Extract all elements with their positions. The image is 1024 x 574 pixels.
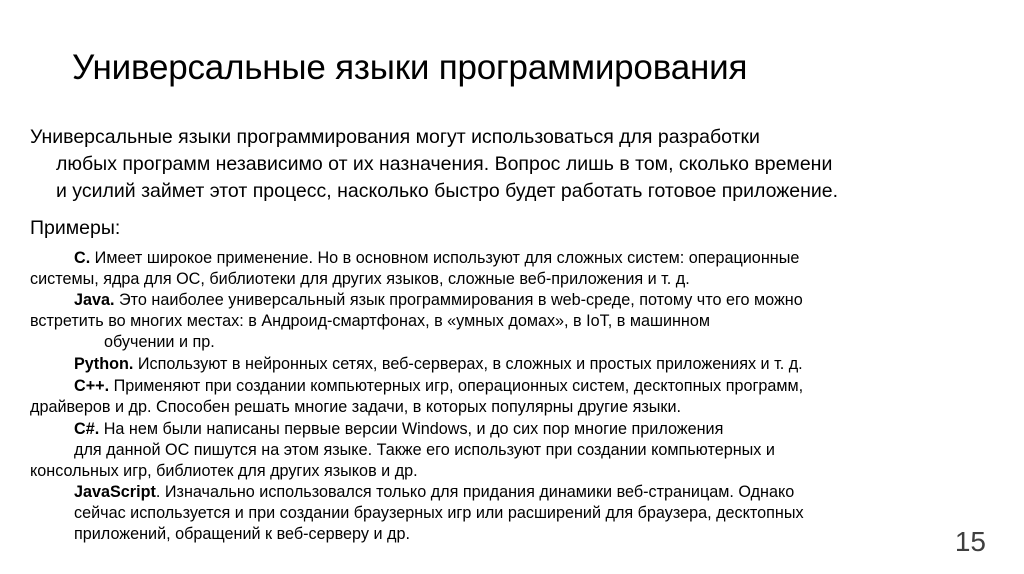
page-number: 15 bbox=[954, 526, 986, 557]
list-item bbox=[30, 376, 998, 418]
language-desc-line: драйверов и др. Способен решать многие задачи, в которых популярны другие языки. bbox=[30, 397, 682, 416]
lead-paragraph bbox=[30, 124, 998, 205]
language-name: Java. bbox=[74, 291, 115, 310]
list-item bbox=[30, 248, 998, 290]
list-item bbox=[30, 290, 998, 353]
language-name: C. bbox=[74, 248, 91, 267]
language-name: JavaScript bbox=[74, 483, 156, 502]
language-desc-line: встретить во многих местах: в Андроид-смартфонах, в «умных домах», в IoT, в машинном bbox=[30, 312, 710, 331]
language-desc-line: консольных игр, библиотек для других языков и др. bbox=[30, 461, 418, 480]
language-desc-first: На нем были написаны первые версии Windows, и до сих пор многие приложения bbox=[99, 419, 724, 438]
list-item bbox=[30, 354, 998, 375]
language-list bbox=[30, 248, 998, 545]
slide-body bbox=[30, 124, 998, 546]
lead-line-1: Универсальные языки программирования могут использоваться для разработки bbox=[30, 126, 760, 148]
language-desc-line: приложений, обращений к веб-серверу и др. bbox=[74, 525, 410, 544]
language-desc-first: Используют в нейронных сетях, веб-серверах, в сложных и простых приложениях и т. д. bbox=[133, 355, 803, 374]
page-title: Универсальные языки программирования bbox=[72, 48, 748, 87]
language-desc-line: системы, ядра для ОС, библиотеки для других языков, сложные веб-приложения и т. д. bbox=[30, 269, 690, 288]
language-desc-first: Это наиболее универсальный язык программирования в web-среде, потому что его можно bbox=[114, 291, 803, 310]
list-item bbox=[30, 419, 998, 482]
language-name: Python. bbox=[74, 355, 134, 374]
language-desc-first: Имеет широкое применение. Но в основном используют для сложных систем: операционные bbox=[90, 248, 800, 267]
language-desc-first: Применяют при создании компьютерных игр, операционных систем, десктопных программ, bbox=[109, 376, 804, 395]
language-desc-line: сейчас используется и при создании браузерных игр или расширений для браузера, десктопных bbox=[74, 504, 804, 523]
language-name: C++. bbox=[74, 376, 110, 395]
lead-line-3: и усилий займет этот процесс, насколько быстро будет работать готовое приложение. bbox=[56, 179, 839, 202]
language-name: C#. bbox=[74, 419, 100, 438]
language-desc-line: обучении и пр. bbox=[104, 333, 215, 352]
language-desc-line: для данной ОС пишутся на этом языке. Также его используют при создании компьютерных и bbox=[74, 440, 775, 459]
language-desc-first: . Изначально использовался только для придания динамики веб-страницам. Однако bbox=[155, 483, 795, 502]
list-item bbox=[30, 482, 998, 545]
lead-line-2: любых программ независимо от их назначения. Вопрос лишь в том, сколько времени bbox=[56, 152, 833, 175]
examples-label: Примеры: bbox=[30, 216, 121, 239]
